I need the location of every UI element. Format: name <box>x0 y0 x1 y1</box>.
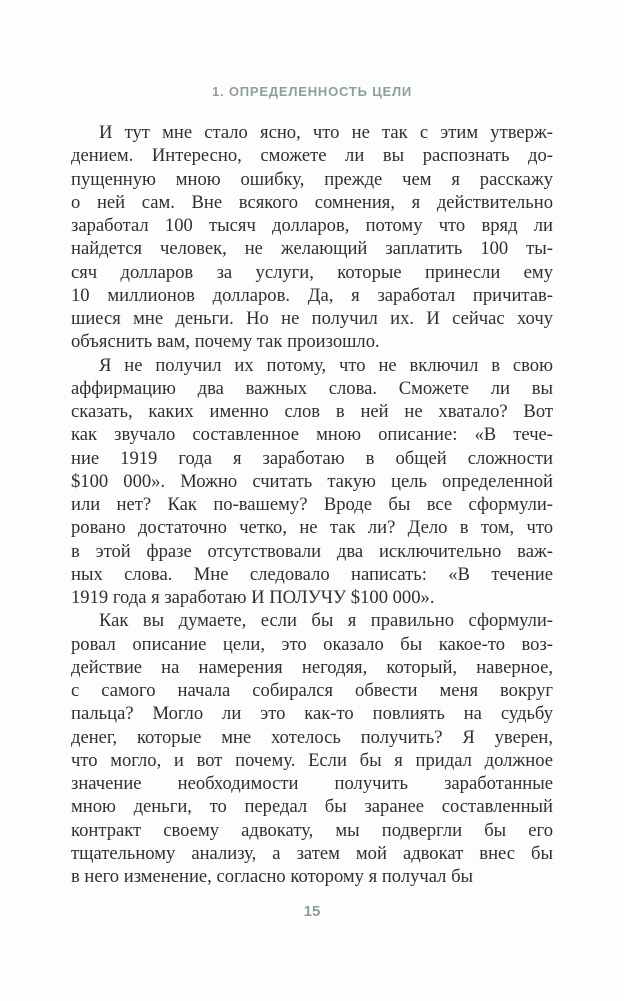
text-line: мною деньги, то передал бы заранее составленный <box>71 796 553 818</box>
text-line: ние 1919 года я заработаю в общей сложности <box>71 447 553 469</box>
text-line: 1919 года я заработаю И ПОЛУЧУ $100 000». <box>71 587 435 608</box>
text-line: аффирмацию два важных слова. Сможете ли вы <box>71 377 553 399</box>
text-line: действие на намерения негодяя, который, наверное, <box>71 656 553 678</box>
chapter-header: 1. ОПРЕДЕЛЕННОСТЬ ЦЕЛИ <box>211 84 413 99</box>
text-line: сяч долларов за услуги, которые принесли ему <box>71 261 553 283</box>
text-line: дением. Интересно, сможете ли вы распознать до- <box>71 145 553 167</box>
page-number: 15 <box>303 903 321 920</box>
text-line: найдется человек, не желающий заплатить 100 ты- <box>71 238 553 260</box>
text-line: заработал 100 тысяч долларов, потому что вряд ли <box>71 215 553 236</box>
text-line: значение необходимости получить заработанные <box>71 773 553 794</box>
text-line: пущенную мною ошибку, прежде чем я расскажу <box>71 168 553 190</box>
text-line: контракт своему адвокату, мы подвергли бы его <box>71 819 553 841</box>
text-line: в него изменение, согласно которому я получал бы <box>71 866 474 887</box>
text-line: что могло, и вот почему. Если бы я придал должное <box>71 749 553 771</box>
text-line: ных слова. Мне следовало написать: «В течение <box>71 563 553 585</box>
text-line: Как вы думаете, если бы я правильно сформули- <box>99 610 553 632</box>
text-line: шиеся мне деньги. Но не получил их. И сейчас хочу <box>71 308 553 329</box>
text-line: $100 000». Можно считать такую цель определенной <box>71 470 553 492</box>
text-line: о ней сам. Вне всякого сомнения, я действительно <box>71 191 553 213</box>
text-line: как звучало составленное мною описание: «В тече- <box>71 424 553 446</box>
text-line: в этой фразе отсутствовали два исключительно важ- <box>71 540 553 562</box>
text-line: пальца? Могло ли это как-то повлиять на судьбу <box>71 703 553 725</box>
text-line: денег, которые мне хотелось получить? Я уверен, <box>71 726 553 748</box>
body-text <box>71 121 553 888</box>
text-line: ровано достаточно четко, не так ли? Дело в том, что <box>71 517 553 539</box>
text-line: или нет? Как по-вашему? Вроде бы все сформули- <box>71 494 553 515</box>
text-line: 10 миллионов долларов. Да, я заработал причитав- <box>71 284 553 306</box>
paragraph <box>71 609 553 888</box>
text-line: тщательному анализу, а затем мой адвокат внес бы <box>71 842 553 864</box>
text-line: ровал описание цели, это оказало бы какое-то воз- <box>71 633 553 655</box>
text-line: Я не получил их потому, что не включил в свою <box>99 354 553 376</box>
paragraph <box>71 354 553 610</box>
text-line: И тут мне стало ясно, что не так с этим утверж- <box>99 122 553 143</box>
paragraph <box>71 121 553 354</box>
text-line: сказать, каких именно слов в ней не хватало? Вот <box>71 401 553 422</box>
text-line: с самого начала собирался обвести меня вокруг <box>71 680 553 701</box>
text-line: объяснить вам, почему так произошло. <box>71 331 380 353</box>
